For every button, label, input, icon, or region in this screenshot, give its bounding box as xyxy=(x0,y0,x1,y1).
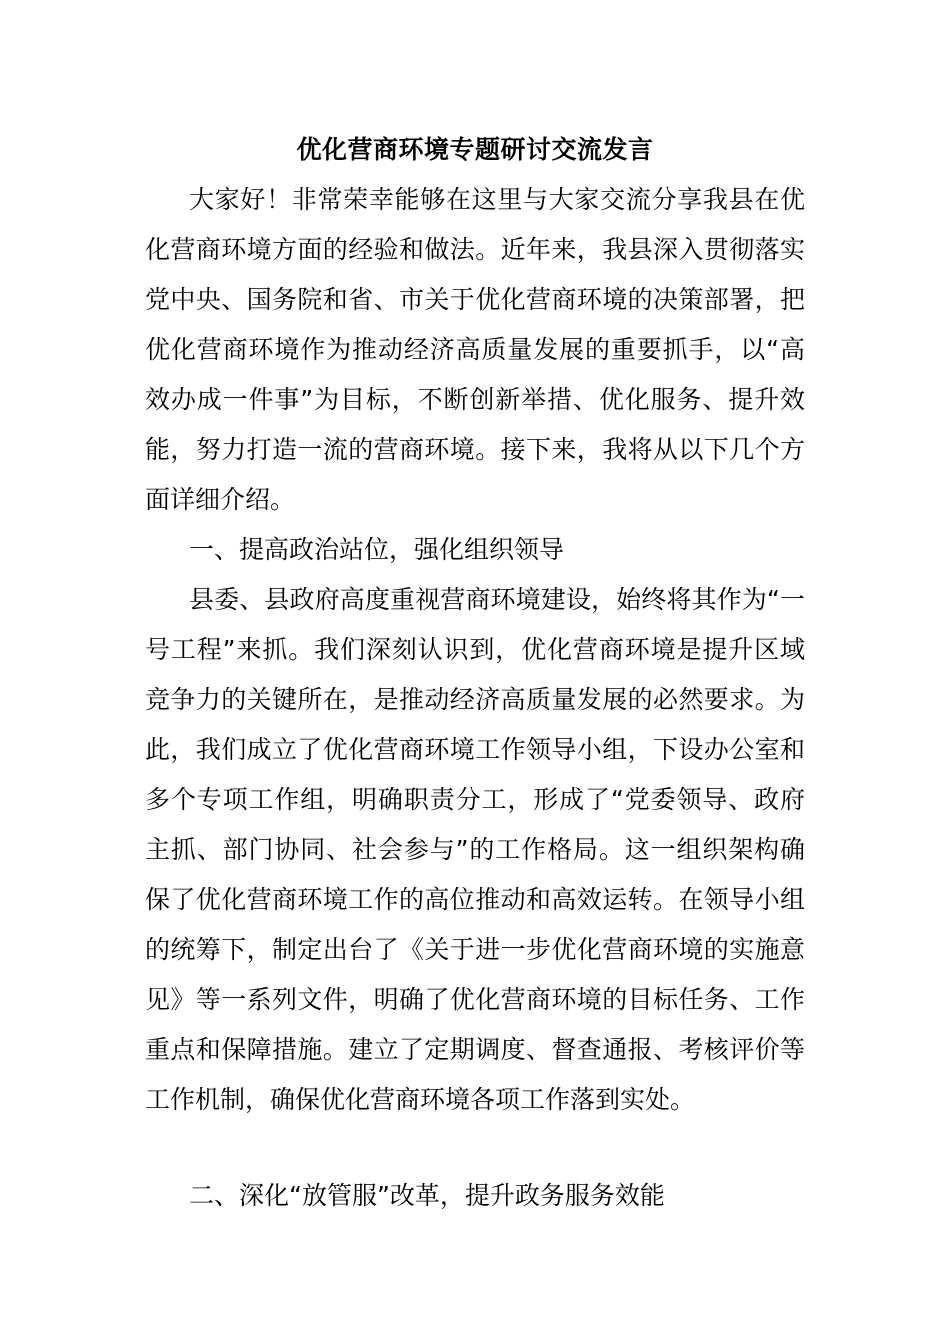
document-title: 优化营商环境专题研讨交流发言 xyxy=(296,135,654,164)
section-1-paragraph: 县委、县政府高度重视营商环境建设，始终将其作为“一号工程”来抓。我们深刻认识到，优化营商环境是提升区域竞争力的关键所在，是推动经济高质量发展的必然要求。为此，我们成立了优化营商环境工作领导小组，下设办公室和多个专项工作组，明确职责分工，形成了“党委领导、政府主抓、部门协同、社会参与”的工作格局。这一组织架构确保了优化营商环境工作的高位推动和高效运转。在领导小组的统筹下，制定出台了《关于进一步优化营商环境的实施意见》等一系列文件，明确了优化营商环境的目标任务、工作重点和保障措施。建立了定期调度、督查通报、考核评价等工作机制，确保优化营商环境各项工作落到实处。 xyxy=(145,585,805,1114)
section-heading-2: 二、深化“放管服”改革，提升政务服务效能 xyxy=(189,1181,665,1210)
intro-paragraph: 大家好！非常荣幸能够在这里与大家交流分享我县在优化营商环境方面的经验和做法。近年来，我县深入贯彻落实党中央、国务院和省、市关于优化营商环境的决策部署，把优化营商环境作为推动经济高质量发展的重要抓手，以“高效办成一件事”为目标，不断创新举措、优化服务、提升效能，努力打造一流的营商环境。接下来，我将从以下几个方面详细介绍。 xyxy=(145,185,805,514)
section-heading-1: 一、提高政治站位，强化组织领导 xyxy=(189,535,565,564)
